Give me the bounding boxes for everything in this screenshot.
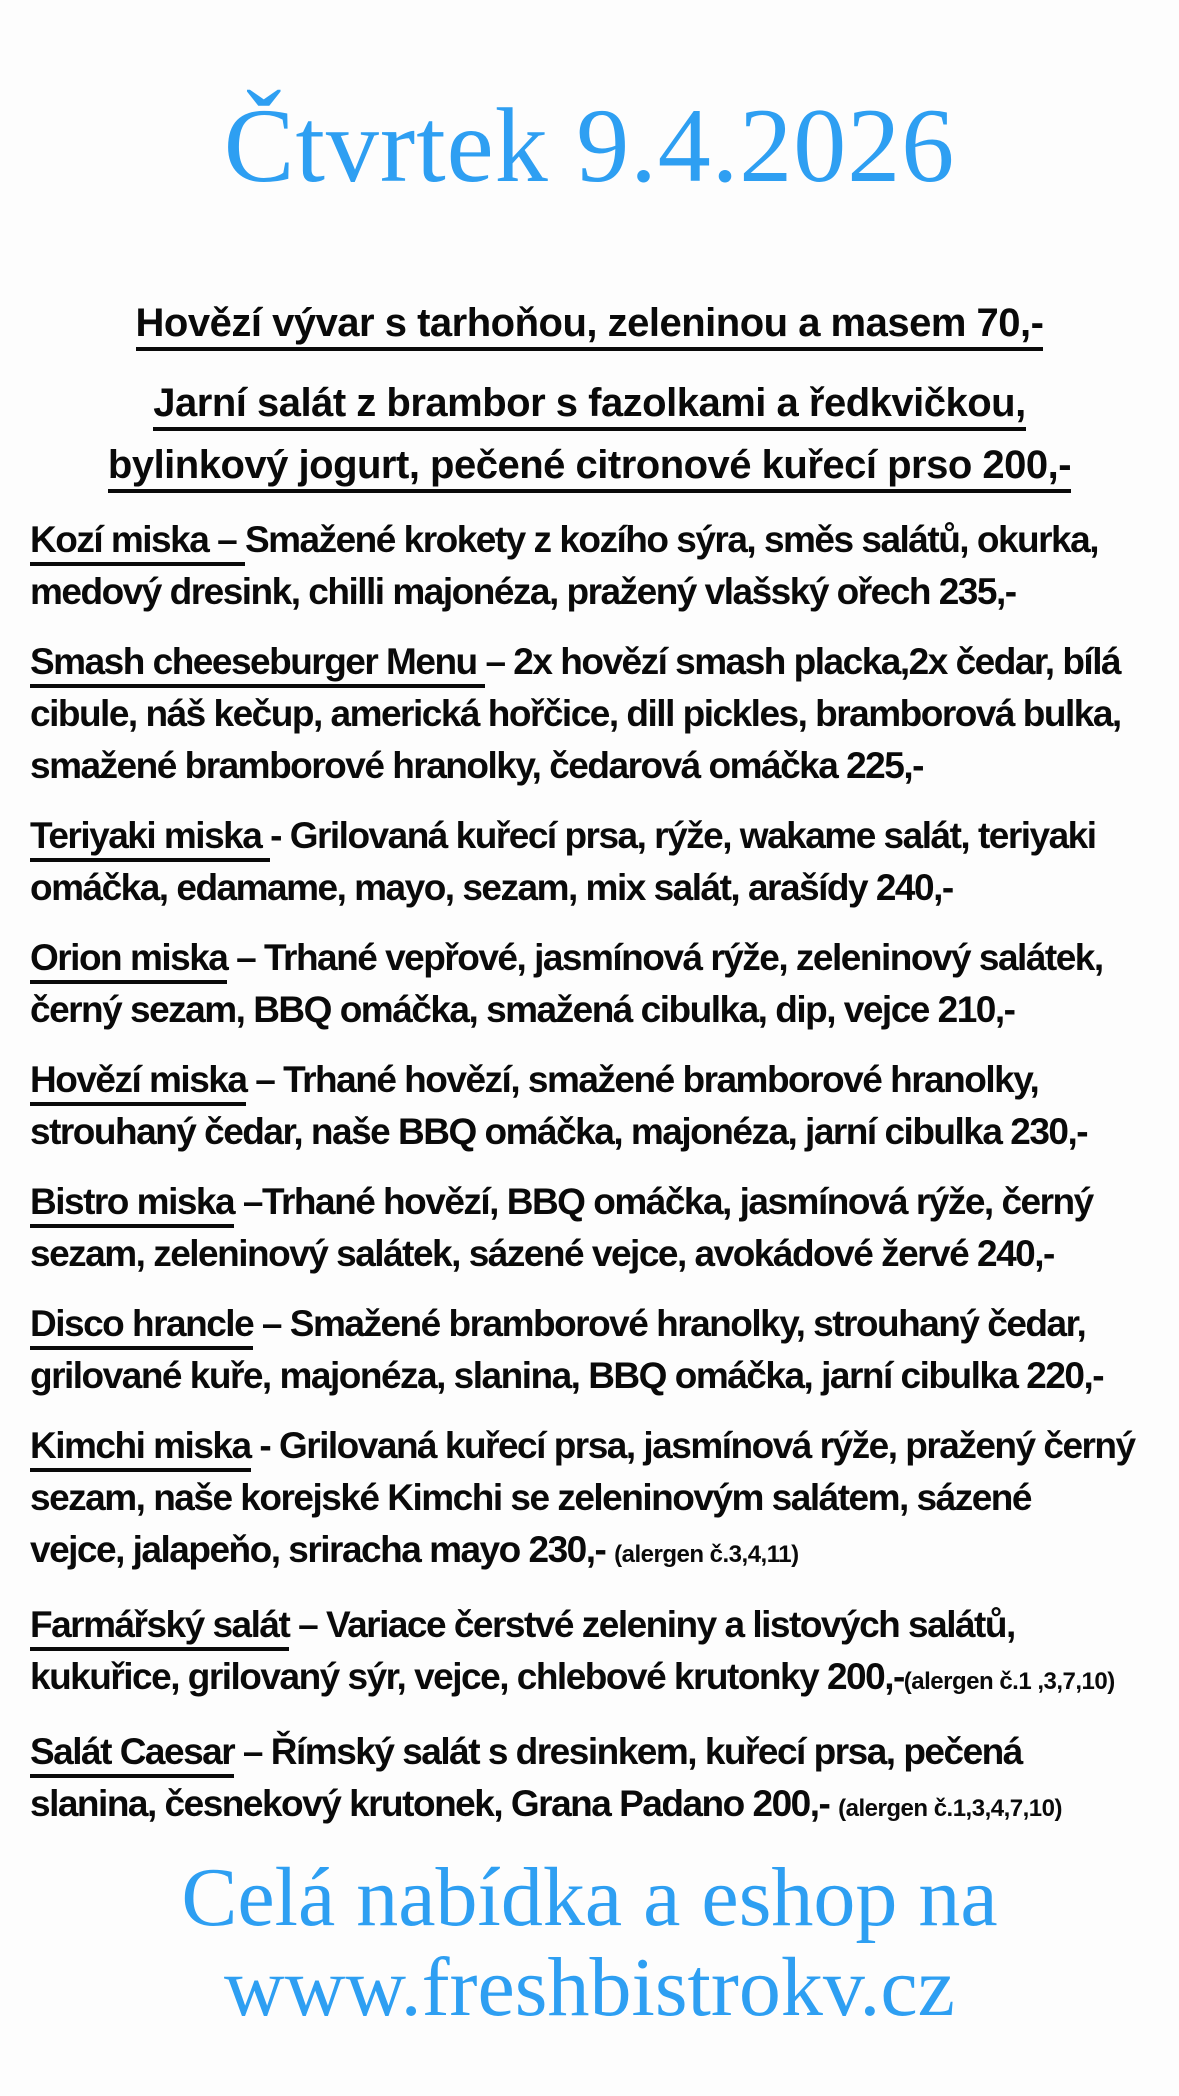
item-name: Teriyaki miska xyxy=(30,815,270,862)
menu-line xyxy=(30,434,1149,496)
item-name: Disco hrancle xyxy=(30,1303,253,1350)
menu-line xyxy=(30,1524,1149,1581)
menu-items xyxy=(30,292,1149,1835)
item-name: Kimchi miska xyxy=(30,1425,251,1472)
item-kozi-miska xyxy=(30,514,1149,618)
menu-line xyxy=(30,740,1149,792)
item-disco-hrancle xyxy=(30,1298,1149,1402)
menu-line xyxy=(30,372,1149,434)
item-text: cibule, náš kečup, americká hořčice, dill pickles, bramborová bulka, xyxy=(30,693,1121,734)
item-name: Orion miska xyxy=(30,937,227,984)
item-farmarsky-salat xyxy=(30,1599,1149,1708)
menu-line xyxy=(30,566,1149,618)
menu-content xyxy=(0,76,1179,2033)
menu-line xyxy=(30,292,1149,354)
menu-line xyxy=(30,1298,1149,1350)
menu-line xyxy=(30,1350,1149,1402)
item-text: – 2x hovězí smash placka,2x čedar, bílá xyxy=(485,641,1121,682)
item-text: smažené bramborové hranolky, čedarová omáčka 225,- xyxy=(30,745,923,786)
allergen-note: (alergen č.1,3,4,7,10) xyxy=(838,1795,1062,1822)
item-text: – Trhané vepřové, jasmínová rýže, zeleninový salátek, xyxy=(227,937,1103,978)
footer-text: Celá nabídka a eshop na xyxy=(181,1851,998,1944)
item-text: – Variace čerstvé zeleniny a listových salátů, xyxy=(289,1604,1015,1645)
item-text: medový dresink, chilli majonéza, pražený vlašský ořech 235,- xyxy=(30,571,1016,612)
menu-line xyxy=(30,1176,1149,1228)
item-teriyaki-miska xyxy=(30,810,1149,914)
item-text: sezam, zeleninový salátek, sázené vejce, avokádové žervé 240,- xyxy=(30,1233,1054,1274)
menu-line xyxy=(30,1228,1149,1280)
menu-line xyxy=(30,1106,1149,1158)
item-smash-cheeseburger-menu xyxy=(30,636,1149,792)
item-text: vejce, jalapeňo, sriracha mayo 230,- xyxy=(30,1529,615,1570)
item-bistro-miska xyxy=(30,1176,1149,1280)
item-kimchi-miska xyxy=(30,1420,1149,1581)
item-text: slanina, česnekový krutonek, Grana Padano 200,- xyxy=(30,1783,839,1824)
item-text: - Grilovaná kuřecí prsa, rýže, wakame salát, teriyaki xyxy=(270,815,1096,856)
item-text: černý sezam, BBQ omáčka, smažená cibulka, dip, vejce 210,- xyxy=(30,989,1015,1030)
item-name: Smash cheeseburger Menu xyxy=(30,641,485,688)
menu-line xyxy=(30,1054,1149,1106)
item-hovezi-miska xyxy=(30,1054,1149,1158)
item-text: – Římský salát s dresinkem, kuřecí prsa, pečená xyxy=(234,1731,1022,1772)
item-name: Farmářský salát xyxy=(30,1604,289,1651)
item-text: strouhaný čedar, naše BBQ omáčka, majonéza, jarní cibulka 230,- xyxy=(30,1111,1088,1152)
menu-line xyxy=(30,1651,1149,1708)
menu-line xyxy=(30,984,1149,1036)
menu-line xyxy=(30,810,1149,862)
item-name: Hovězí miska xyxy=(30,1059,246,1106)
item-salat-caesar xyxy=(30,1726,1149,1835)
item-text: –Trhané hovězí, BBQ omáčka, jasmínová rýže, černý xyxy=(234,1181,1093,1222)
menu-line xyxy=(30,1472,1149,1524)
allergen-note: (alergen č.3,4,11) xyxy=(614,1541,799,1568)
menu-line xyxy=(30,1599,1149,1651)
item-text: sezam, naše korejské Kimchi se zeleninovým salátem, sázené xyxy=(30,1477,1031,1518)
menu-line xyxy=(30,688,1149,740)
footer xyxy=(30,1853,1149,2033)
item-text: - Grilovaná kuřecí prsa, jasmínová rýže, pražený černý xyxy=(250,1425,1135,1466)
menu-line xyxy=(30,862,1149,914)
item-text: – Smažené bramborové hranolky, strouhaný čedar, xyxy=(253,1303,1086,1344)
heading-spring-salad xyxy=(30,372,1149,496)
item-text: kukuřice, grilovaný sýr, vejce, chlebové krutonky 200,- xyxy=(30,1656,904,1697)
item-name: Jarní salát z brambor s fazolkami a ředkvičkou, xyxy=(153,381,1025,431)
menu-line xyxy=(30,1420,1149,1472)
menu-line xyxy=(30,1778,1149,1835)
menu-line xyxy=(30,636,1149,688)
item-text: – Trhané hovězí, smažené bramborové hranolky, xyxy=(246,1059,1039,1100)
item-text: grilované kuře, majonéza, slanina, BBQ omáčka, jarní cibulka 220,- xyxy=(30,1355,1104,1396)
menu-line xyxy=(30,932,1149,984)
menu-line xyxy=(30,1726,1149,1778)
item-text: Smažené krokety z kozího sýra, směs salátů, okurka, xyxy=(244,519,1098,560)
item-name: Kozí miska – xyxy=(30,519,245,566)
item-orion-miska xyxy=(30,932,1149,1036)
menu-line xyxy=(30,514,1149,566)
heading-soup xyxy=(30,292,1149,354)
item-text: omáčka, edamame, mayo, sezam, mix salát, arašídy 240,- xyxy=(30,867,953,908)
allergen-note: (alergen č.1 ,3,7,10) xyxy=(903,1668,1115,1695)
item-name: Bistro miska xyxy=(30,1181,234,1228)
page-title: Čtvrtek 9.4.2026 xyxy=(223,87,956,204)
item-name: Hovězí vývar s tarhoňou, zeleninou a masem 70,- xyxy=(136,301,1044,351)
item-name: Salát Caesar xyxy=(30,1731,234,1778)
item-name: bylinkový jogurt, pečené citronové kuřecí prso 200,- xyxy=(108,443,1071,493)
footer-url[interactable]: www.freshbistrokv.cz xyxy=(224,1941,955,2034)
